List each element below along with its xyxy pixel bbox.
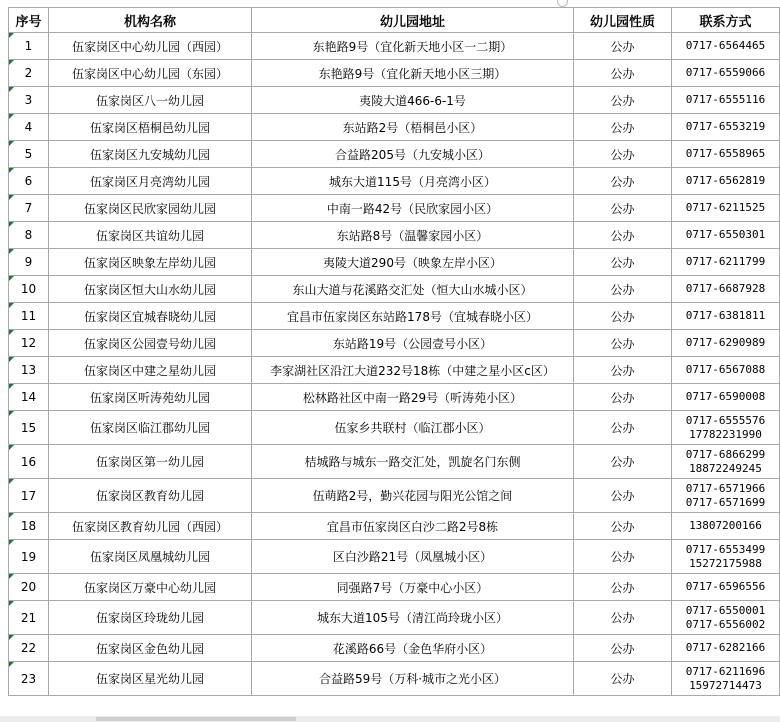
cell-contact[interactable] xyxy=(672,513,780,540)
phone-primary: 13807200166 xyxy=(689,519,762,532)
cell-index[interactable]: 11 xyxy=(9,303,49,330)
cell-name[interactable]: 伍家岗区临江郡幼儿园 xyxy=(49,411,252,445)
cell-index[interactable]: 1 xyxy=(9,33,49,60)
cell-name[interactable]: 伍家岗区共谊幼儿园 xyxy=(49,222,252,249)
cell-index[interactable]: 17 xyxy=(9,479,49,513)
phone-secondary: 17782231990 xyxy=(689,427,762,441)
cell-contact[interactable] xyxy=(672,635,780,662)
cell-contact[interactable] xyxy=(672,303,780,330)
circle-icon xyxy=(557,0,568,7)
phone-primary: 0717-6555576 xyxy=(685,413,766,427)
cell-type[interactable]: 公办 xyxy=(574,411,672,445)
cell-contact[interactable] xyxy=(672,33,780,60)
cell-index[interactable]: 10 xyxy=(9,276,49,303)
table-row xyxy=(9,601,780,635)
cell-name[interactable]: 伍家岗区教育幼儿园 xyxy=(49,479,252,513)
cell-type[interactable]: 公办 xyxy=(574,114,672,141)
cell-name[interactable]: 伍家岗区第一幼儿园 xyxy=(49,445,252,479)
cell-contact[interactable] xyxy=(672,330,780,357)
cell-contact[interactable] xyxy=(672,168,780,195)
cell-address[interactable]: 同强路7号（万豪中心小区） xyxy=(252,574,574,601)
cell-type[interactable]: 公办 xyxy=(574,222,672,249)
cell-name[interactable]: 伍家岗区玲珑幼儿园 xyxy=(49,601,252,635)
cell-address[interactable]: 松林路社区中南一路29号（听涛苑小区） xyxy=(252,384,574,411)
cell-address[interactable]: 宜昌市伍家岗区白沙二路2号8栋 xyxy=(252,513,574,540)
header-address: 幼儿园地址 xyxy=(252,8,574,33)
cell-type[interactable]: 公办 xyxy=(574,249,672,276)
cell-contact[interactable] xyxy=(672,276,780,303)
cell-name[interactable]: 伍家岗区恒大山水幼儿园 xyxy=(49,276,252,303)
table-row xyxy=(9,114,780,141)
table-row xyxy=(9,479,780,513)
table-row xyxy=(9,540,780,574)
cell-contact[interactable] xyxy=(672,87,780,114)
cell-contact[interactable] xyxy=(672,601,780,635)
cell-contact[interactable] xyxy=(672,479,780,513)
phone-secondary: 15272175988 xyxy=(689,556,762,570)
cell-address[interactable]: 区白沙路21号（凤凰城小区） xyxy=(252,540,574,574)
cell-index[interactable]: 12 xyxy=(9,330,49,357)
phone-primary: 0717-6571966 xyxy=(685,481,766,495)
phone-primary: 0717-6559066 xyxy=(685,66,766,79)
cell-address[interactable]: 伍萌路2号，勤兴花园与阳光公馆之间 xyxy=(252,479,574,513)
phone-primary: 0717-6562819 xyxy=(685,174,766,187)
cell-type[interactable]: 公办 xyxy=(574,513,672,540)
cell-address[interactable]: 花溪路66号（金色华府小区） xyxy=(252,635,574,662)
table-row xyxy=(9,168,780,195)
cell-type[interactable]: 公办 xyxy=(574,540,672,574)
table-row xyxy=(9,222,780,249)
cell-address[interactable]: 夷陵大道466-6-1号 xyxy=(252,87,574,114)
cell-type[interactable]: 公办 xyxy=(574,330,672,357)
cell-type[interactable]: 公办 xyxy=(574,601,672,635)
cell-name[interactable]: 伍家岗区八一幼儿园 xyxy=(49,87,252,114)
cell-index[interactable]: 22 xyxy=(9,635,49,662)
cell-type[interactable]: 公办 xyxy=(574,574,672,601)
cell-type[interactable]: 公办 xyxy=(574,60,672,87)
phone-primary: 0717-6211696 xyxy=(685,664,766,678)
cell-name[interactable]: 伍家岗区民欣家园幼儿园 xyxy=(49,195,252,222)
phone-secondary: 0717-6571699 xyxy=(685,495,766,509)
table-row xyxy=(9,662,780,696)
cell-index[interactable]: 6 xyxy=(9,168,49,195)
phone-primary: 0717-6553499 xyxy=(685,542,766,556)
header-type: 幼儿园性质 xyxy=(574,8,672,33)
cell-contact[interactable] xyxy=(672,384,780,411)
table-row xyxy=(9,195,780,222)
cell-address[interactable]: 合益路205号（九安城小区） xyxy=(252,141,574,168)
cell-address[interactable]: 城东大道115号（月亮湾小区） xyxy=(252,168,574,195)
phone-primary: 0717-6558965 xyxy=(685,147,766,160)
phone-primary: 0717-6564465 xyxy=(685,39,766,52)
phone-primary: 0717-6282166 xyxy=(685,641,766,654)
table-body xyxy=(9,33,780,696)
table-row xyxy=(9,513,780,540)
cell-contact[interactable] xyxy=(672,540,780,574)
cell-contact[interactable] xyxy=(672,662,780,696)
cell-type[interactable]: 公办 xyxy=(574,357,672,384)
cell-type[interactable]: 公办 xyxy=(574,168,672,195)
table-row xyxy=(9,635,780,662)
cell-contact[interactable] xyxy=(672,60,780,87)
cell-name[interactable]: 伍家岗区中心幼儿园（东园） xyxy=(49,60,252,87)
cell-index[interactable]: 23 xyxy=(9,662,49,696)
header-name: 机构名称 xyxy=(49,8,252,33)
table-row xyxy=(9,357,780,384)
cell-contact[interactable] xyxy=(672,445,780,479)
phone-secondary: 18872249245 xyxy=(689,461,762,475)
header-row xyxy=(9,8,780,33)
kindergarten-table xyxy=(8,7,780,696)
cell-name[interactable]: 伍家岗区映象左岸幼儿园 xyxy=(49,249,252,276)
cell-type[interactable]: 公办 xyxy=(574,662,672,696)
cell-index[interactable]: 14 xyxy=(9,384,49,411)
cell-address[interactable]: 宜昌市伍家岗区东站路178号（宜城春晓小区） xyxy=(252,303,574,330)
cell-name[interactable]: 伍家岗区中心幼儿园（西园） xyxy=(49,33,252,60)
cell-address[interactable]: 城东大道105号（清江尚玲珑小区） xyxy=(252,601,574,635)
table-row xyxy=(9,445,780,479)
cell-contact[interactable] xyxy=(672,411,780,445)
table-row xyxy=(9,141,780,168)
phone-secondary: 0717-6556002 xyxy=(685,617,766,631)
cell-index[interactable]: 7 xyxy=(9,195,49,222)
phone-primary: 0717-6211525 xyxy=(685,201,766,214)
cell-address[interactable]: 东站路2号（梧桐邑小区） xyxy=(252,114,574,141)
cell-index[interactable]: 20 xyxy=(9,574,49,601)
phone-primary: 0717-6553219 xyxy=(685,120,766,133)
header-contact: 联系方式 xyxy=(672,8,780,33)
phone-secondary: 15972714473 xyxy=(689,678,762,692)
cell-name[interactable]: 伍家岗区金色幼儿园 xyxy=(49,635,252,662)
cell-address[interactable]: 东山大道与花溪路交汇处（恒大山水城小区） xyxy=(252,276,574,303)
cell-name[interactable]: 伍家岗区凤凰城幼儿园 xyxy=(49,540,252,574)
cell-contact[interactable] xyxy=(672,141,780,168)
table-row xyxy=(9,249,780,276)
cell-index[interactable]: 4 xyxy=(9,114,49,141)
table-row xyxy=(9,303,780,330)
cell-type[interactable]: 公办 xyxy=(574,635,672,662)
cell-contact[interactable] xyxy=(672,222,780,249)
cell-index[interactable]: 8 xyxy=(9,222,49,249)
phone-primary: 0717-6290989 xyxy=(685,336,766,349)
phone-primary: 0717-6596556 xyxy=(685,580,766,593)
cell-address[interactable]: 伍家乡共联村（临江郡小区） xyxy=(252,411,574,445)
table-row xyxy=(9,276,780,303)
phone-primary: 0717-6211799 xyxy=(685,255,766,268)
horizontal-scrollbar[interactable] xyxy=(0,716,780,722)
cell-contact[interactable] xyxy=(672,357,780,384)
cell-address[interactable]: 中南一路42号（民欣家园小区） xyxy=(252,195,574,222)
cell-name[interactable]: 伍家岗区中建之星幼儿园 xyxy=(49,357,252,384)
cell-type[interactable]: 公办 xyxy=(574,479,672,513)
cell-address[interactable]: 桔城路与城东一路交汇处，凯旋名门东侧 xyxy=(252,445,574,479)
table-row xyxy=(9,60,780,87)
table-row xyxy=(9,574,780,601)
cell-index[interactable]: 18 xyxy=(9,513,49,540)
cell-type[interactable]: 公办 xyxy=(574,195,672,222)
cell-index[interactable]: 3 xyxy=(9,87,49,114)
cell-name[interactable]: 伍家岗区月亮湾幼儿园 xyxy=(49,168,252,195)
cell-address[interactable]: 东艳路9号（宜化新天地小区一二期） xyxy=(252,33,574,60)
top-bar xyxy=(0,0,780,7)
cell-contact[interactable] xyxy=(672,114,780,141)
cell-address[interactable]: 东站路19号（公园壹号小区） xyxy=(252,330,574,357)
cell-name[interactable]: 伍家岗区公园壹号幼儿园 xyxy=(49,330,252,357)
header-index: 序号 xyxy=(9,8,49,33)
cell-name[interactable]: 伍家岗区听涛苑幼儿园 xyxy=(49,384,252,411)
cell-type[interactable]: 公办 xyxy=(574,87,672,114)
phone-primary: 0717-6550001 xyxy=(685,603,766,617)
cell-contact[interactable] xyxy=(672,195,780,222)
cell-index[interactable]: 16 xyxy=(9,445,49,479)
cell-name[interactable]: 伍家岗区九安城幼儿园 xyxy=(49,141,252,168)
phone-primary: 0717-6555116 xyxy=(685,93,766,106)
phone-primary: 0717-6381811 xyxy=(685,309,766,322)
cell-index[interactable]: 5 xyxy=(9,141,49,168)
phone-primary: 0717-6590008 xyxy=(685,390,766,403)
cell-index[interactable]: 2 xyxy=(9,60,49,87)
cell-index[interactable]: 15 xyxy=(9,411,49,445)
phone-primary: 0717-6866299 xyxy=(685,447,766,461)
cell-name[interactable]: 伍家岗区梧桐邑幼儿园 xyxy=(49,114,252,141)
cell-type[interactable]: 公办 xyxy=(574,33,672,60)
cell-index[interactable]: 21 xyxy=(9,601,49,635)
phone-primary: 0717-6550301 xyxy=(685,228,766,241)
cell-type[interactable]: 公办 xyxy=(574,141,672,168)
cell-address[interactable]: 合益路59号（万科·城市之光小区） xyxy=(252,662,574,696)
cell-index[interactable]: 19 xyxy=(9,540,49,574)
scrollbar-thumb[interactable] xyxy=(96,717,296,721)
table-row xyxy=(9,87,780,114)
table-row xyxy=(9,411,780,445)
phone-primary: 0717-6687928 xyxy=(685,282,766,295)
cell-type[interactable]: 公办 xyxy=(574,445,672,479)
cell-index[interactable]: 9 xyxy=(9,249,49,276)
cell-name[interactable]: 伍家岗区宜城春晓幼儿园 xyxy=(49,303,252,330)
table-row xyxy=(9,33,780,60)
cell-index[interactable]: 13 xyxy=(9,357,49,384)
cell-type[interactable]: 公办 xyxy=(574,276,672,303)
cell-contact[interactable] xyxy=(672,574,780,601)
table-row xyxy=(9,384,780,411)
cell-address[interactable]: 东站路8号（温馨家园小区） xyxy=(252,222,574,249)
cell-address[interactable]: 李家湖社区沿江大道232号18栋（中建之星小区c区） xyxy=(252,357,574,384)
table-row xyxy=(9,330,780,357)
cell-address[interactable]: 东艳路9号（宜化新天地小区三期） xyxy=(252,60,574,87)
cell-name[interactable]: 伍家岗区教育幼儿园（西园） xyxy=(49,513,252,540)
cell-address[interactable]: 夷陵大道290号（映象左岸小区） xyxy=(252,249,574,276)
cell-name[interactable]: 伍家岗区万豪中心幼儿园 xyxy=(49,574,252,601)
cell-type[interactable]: 公办 xyxy=(574,384,672,411)
cell-type[interactable]: 公办 xyxy=(574,303,672,330)
cell-name[interactable]: 伍家岗区星光幼儿园 xyxy=(49,662,252,696)
cell-contact[interactable] xyxy=(672,249,780,276)
phone-primary: 0717-6567088 xyxy=(685,363,766,376)
